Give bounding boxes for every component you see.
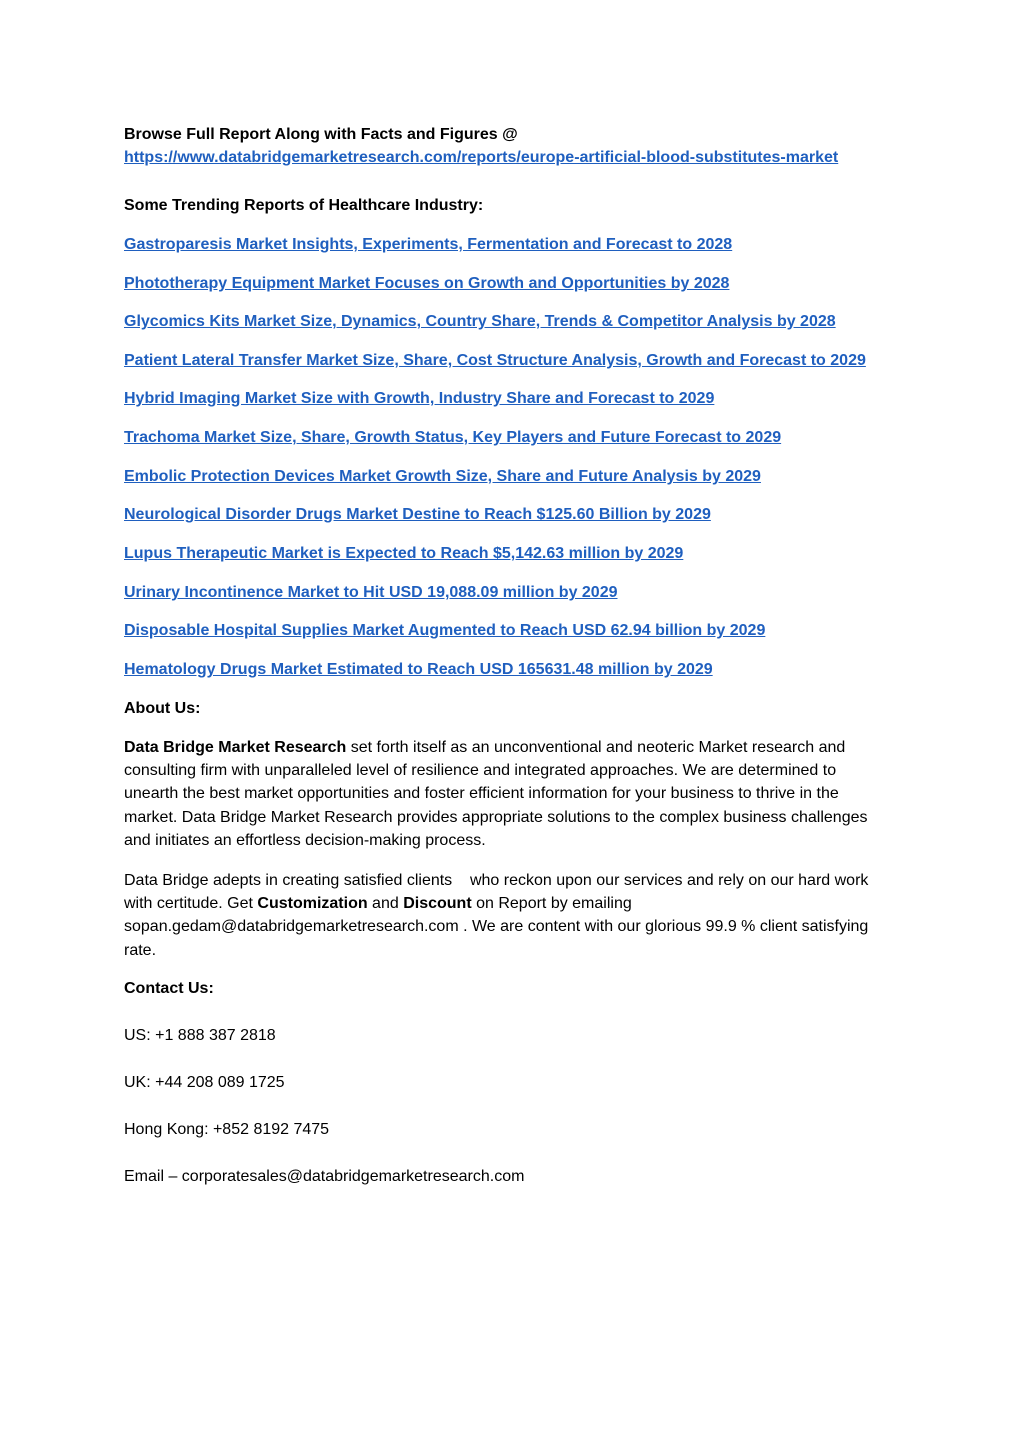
trending-link-urinary-incontinence[interactable]: Urinary Incontinence Market to Hit USD 19,088.09 million by 2029 <box>124 584 618 601</box>
trending-link-neurological-disorder[interactable]: Neurological Disorder Drugs Market Destine to Reach $125.60 Billion by 2029 <box>124 506 711 523</box>
trending-heading: Some Trending Reports of Healthcare Industry: <box>124 197 484 214</box>
contact-email: Email – corporatesales@databridgemarketresearch.com <box>124 1168 525 1185</box>
about-paragraph-2-text-a: Data Bridge adepts in creating satisfied clients who reckon upon our services and rely on our hard work with certitude. Get <box>124 872 873 913</box>
list-item <box>124 504 711 526</box>
customization-text: Customization <box>257 895 368 913</box>
list-item <box>124 582 618 604</box>
list-item <box>124 620 765 642</box>
trending-link-hematology-drugs[interactable]: Hematology Drugs Market Estimated to Reach USD 165631.48 million by 2029 <box>124 661 713 678</box>
list-item <box>124 234 732 256</box>
about-heading: About Us: <box>124 700 201 717</box>
list-item <box>124 273 729 295</box>
contact-heading: Contact Us: <box>124 980 214 997</box>
company-name: Data Bridge Market Research <box>124 739 347 756</box>
trending-link-patient-lateral-transfer[interactable]: Patient Lateral Transfer Market Size, Share, Cost Structure Analysis, Growth and Forecast to 2029 <box>124 352 866 369</box>
browse-report-link[interactable]: https://www.databridgemarketresearch.com/reports/europe-artificial-blood-substitutes-market <box>124 149 839 166</box>
about-paragraph-1-text: set forth itself as an unconventional and neoteric Market research and consulting firm with unparalleled level of resilience and integrated approaches. We are determined to unearth the best market opportunities and foster efficient information for your business to thrive in the market. Data Bridge Market Research provides appropriate solutions to the complex business challenges and initiates an effortless decision-making process. <box>124 739 868 849</box>
contact-hk-phone: Hong Kong: +852 8192 7475 <box>124 1121 330 1138</box>
about-paragraph-2-text-b: on Report by emailing sopan.gedam@databridgemarketresearch.com . We are content with our glorious 99.9 % client satisfying rate. <box>124 895 869 959</box>
about-paragraph-1 <box>124 736 894 852</box>
trending-link-disposable-hospital-supplies[interactable]: Disposable Hospital Supplies Market Augmented to Reach USD 62.94 billion by 2029 <box>124 622 766 639</box>
trending-link-phototherapy[interactable]: Phototherapy Equipment Market Focuses on Growth and Opportunities by 2028 <box>124 275 730 292</box>
trending-link-hybrid-imaging[interactable]: Hybrid Imaging Market Size with Growth, Industry Share and Forecast to 2029 <box>124 390 715 407</box>
list-item <box>124 466 761 488</box>
list-item <box>124 427 781 449</box>
contact-uk-phone: UK: +44 208 089 1725 <box>124 1074 285 1091</box>
trending-link-gastroparesis[interactable]: Gastroparesis Market Insights, Experiments, Fermentation and Forecast to 2028 <box>124 236 733 253</box>
trending-link-trachoma[interactable]: Trachoma Market Size, Share, Growth Status, Key Players and Future Forecast to 2029 <box>124 429 782 446</box>
trending-link-embolic-protection[interactable]: Embolic Protection Devices Market Growth Size, Share and Future Analysis by 2029 <box>124 468 761 485</box>
about-paragraph-2-and: and <box>367 895 404 913</box>
list-item <box>124 311 836 333</box>
trending-link-glycomics[interactable]: Glycomics Kits Market Size, Dynamics, Country Share, Trends & Competitor Analysis by 2028 <box>124 313 836 330</box>
list-item <box>124 543 683 565</box>
discount-text: Discount <box>403 895 472 913</box>
about-paragraph-2 <box>124 869 894 962</box>
trending-link-lupus[interactable]: Lupus Therapeutic Market is Expected to Reach $5,142.63 million by 2029 <box>124 545 684 562</box>
contact-us-phone: US: +1 888 387 2818 <box>124 1027 276 1044</box>
list-item <box>124 350 866 372</box>
list-item <box>124 388 714 410</box>
browse-heading: Browse Full Report Along with Facts and Figures @ <box>124 126 518 143</box>
browse-url-line <box>124 147 838 169</box>
list-item <box>124 659 713 681</box>
